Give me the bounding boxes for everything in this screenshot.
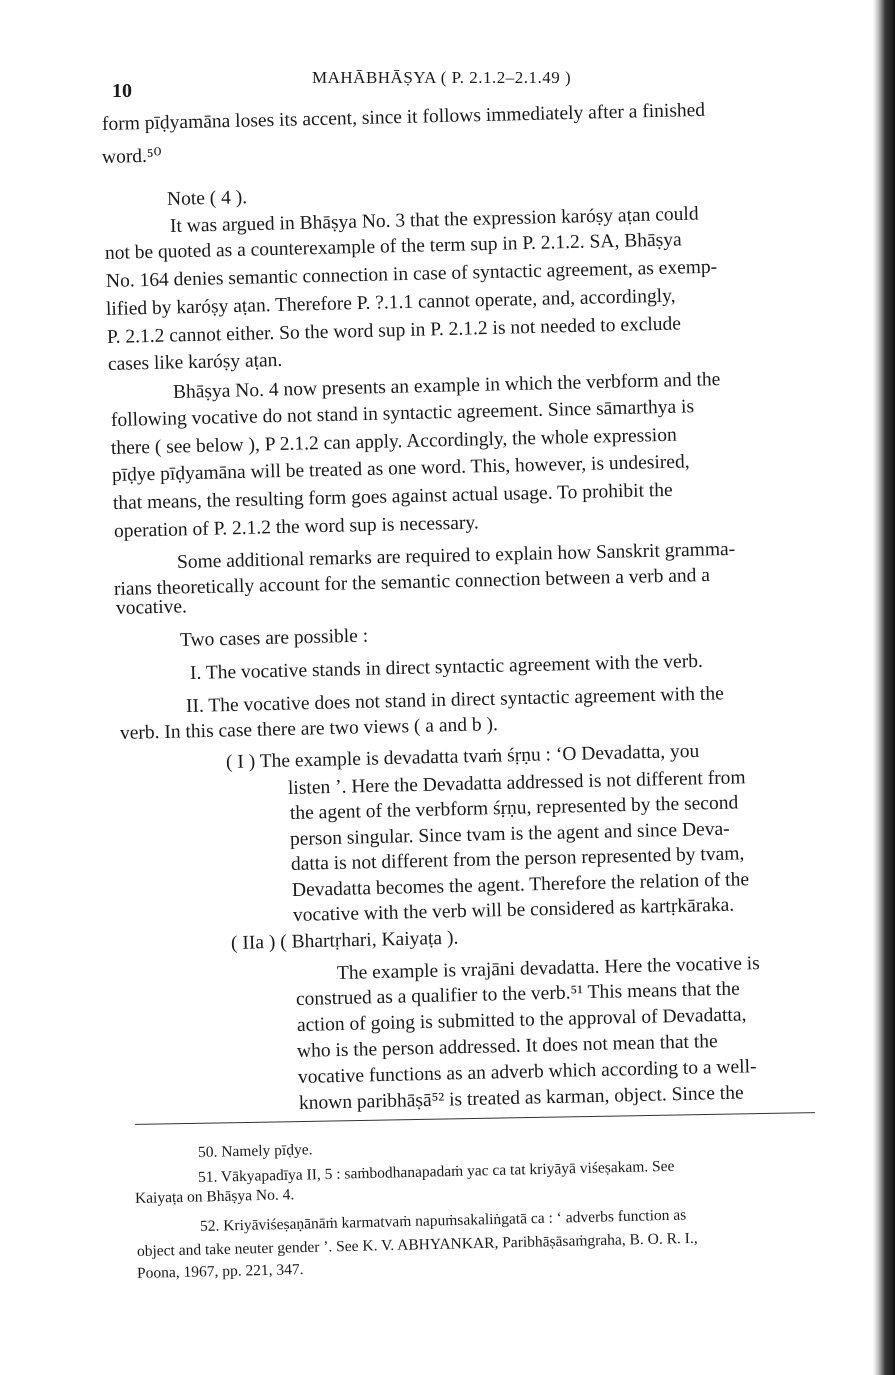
- text-line: Note ( 4 ).: [166, 187, 248, 210]
- text-line: the agent of the verbform śṛṇu, represented by the second: [289, 792, 739, 824]
- text-line: It was argued in Bhāṣya No. 3 that the expression karóṣy aṭan could: [169, 203, 699, 237]
- footnote-line: Poona, 1967, pp. 221, 347.: [136, 1261, 304, 1282]
- text-line: verb. In this case there are two views ( a and b ).: [119, 714, 499, 744]
- text-line: vocative with the verb will be considered as kartṛkāraka.: [292, 894, 735, 926]
- text-line: action of going is submitted to the approval of Devadatta,: [296, 1004, 747, 1036]
- text-line: Bhāṣya No. 4 now presents an example in which the verbform and the: [172, 369, 721, 403]
- book-spine-shadow: [873, 0, 895, 1375]
- page-number: 10: [112, 80, 132, 102]
- text-line: ( I ) The example is devadatta tvaṁ śṛṇu : ‘O Devadatta, you: [225, 740, 700, 773]
- text-line: lified by karóṣy aṭan. Therefore P. ?.1.1 cannot operate, and, accordingly,: [105, 285, 676, 320]
- text-line: word.⁵⁰: [101, 145, 162, 168]
- text-line: I. The vocative stands in direct syntactic agreement with the verb.: [189, 650, 704, 684]
- footnote-line: object and take neuter gender ’. See K. V. ABHYANKAR, Paribhāṣāsaṁgraha, B. O. R. I.,: [136, 1229, 698, 1260]
- text-line: Some additional remarks are required to explain how Sanskrit gramma-: [176, 538, 736, 573]
- text-line: ( IIa ) ( Bhartṛhari, Kaiyaṭa ).: [230, 927, 459, 954]
- text-line: construed as a qualifier to the verb.⁵¹ This means that the: [295, 978, 740, 1010]
- text-line: Two cases are possible :: [179, 625, 369, 651]
- text-line: Devadatta becomes the agent. Therefore the relation of the: [291, 869, 750, 901]
- footnote-line: 52. Kriyāviśeṣaṇānāṁ karmatvaṁ napuṁsakaliṅgatā ca : ‘ adverbs function as: [199, 1206, 687, 1235]
- text-line: that means, the resulting form goes against actual usage. To prohibit the: [112, 479, 673, 514]
- text-line: operation of P. 2.1.2 the word sup is necessary.: [113, 512, 479, 542]
- text-line: pīḍye pīḍyamāna will be treated as one word. This, however, is undesired,: [111, 451, 690, 486]
- footnote-line: 50. Namely pīḍye.: [197, 1141, 313, 1161]
- footnote-rule: [135, 1112, 815, 1125]
- text-line: No. 164 denies semantic connection in case of syntactic agreement, as exemp-: [105, 256, 718, 292]
- text-line: rians theoretically account for the semantic connection between a verb and a: [113, 564, 711, 600]
- text-line: form pīḍyamāna loses its accent, since it follows immediately after a finished: [101, 99, 706, 135]
- running-head: MAHĀBHĀṢYA ( P. 2.1.2–2.1.49 ): [312, 68, 572, 87]
- text-line: not be quoted as a counterexample of the term sup in P. 2.1.2. SA, Bhāṣya: [104, 229, 682, 264]
- text-line: following vocative do not stand in syntactic agreement. Since sāmarthya is: [110, 396, 695, 431]
- text-line: vocative.: [115, 596, 188, 619]
- footnote-line: 51. Vākyapadīya II, 5 : saṁbodhanapadaṁ yac ca tat kriyāyā viśeṣakam. See: [197, 1157, 675, 1186]
- text-line: datta is not different from the person represented by tvam,: [290, 843, 745, 875]
- text-line: P. 2.1.2 cannot either. So the word sup in P. 2.1.2 is not needed to exclude: [106, 313, 682, 348]
- text-line: listen ’. Here the Devadatta addressed is not different from: [287, 767, 746, 799]
- text-line: The example is vrajāni devadatta. Here the vocative is: [336, 953, 760, 984]
- text-line: who is the person addressed. It does not mean that the: [296, 1031, 718, 1062]
- text-line: vocative functions as an adverb which according to a well-: [297, 1056, 757, 1088]
- text-line: known paribhāṣā⁵² is treated as karman, object. Since the: [298, 1082, 744, 1114]
- text-line: cases like karóṣy aṭan.: [107, 349, 283, 375]
- text-line: there ( see below ), P 2.1.2 can apply. Accordingly, the whole expression: [110, 424, 677, 459]
- text-line: II. The vocative does not stand in direct syntactic agreement with the: [185, 683, 724, 717]
- text-line: person singular. Since tvam is the agent and since Deva-: [289, 818, 730, 850]
- footnote-line: Kaiyaṭa on Bhāṣya No. 4.: [134, 1186, 295, 1207]
